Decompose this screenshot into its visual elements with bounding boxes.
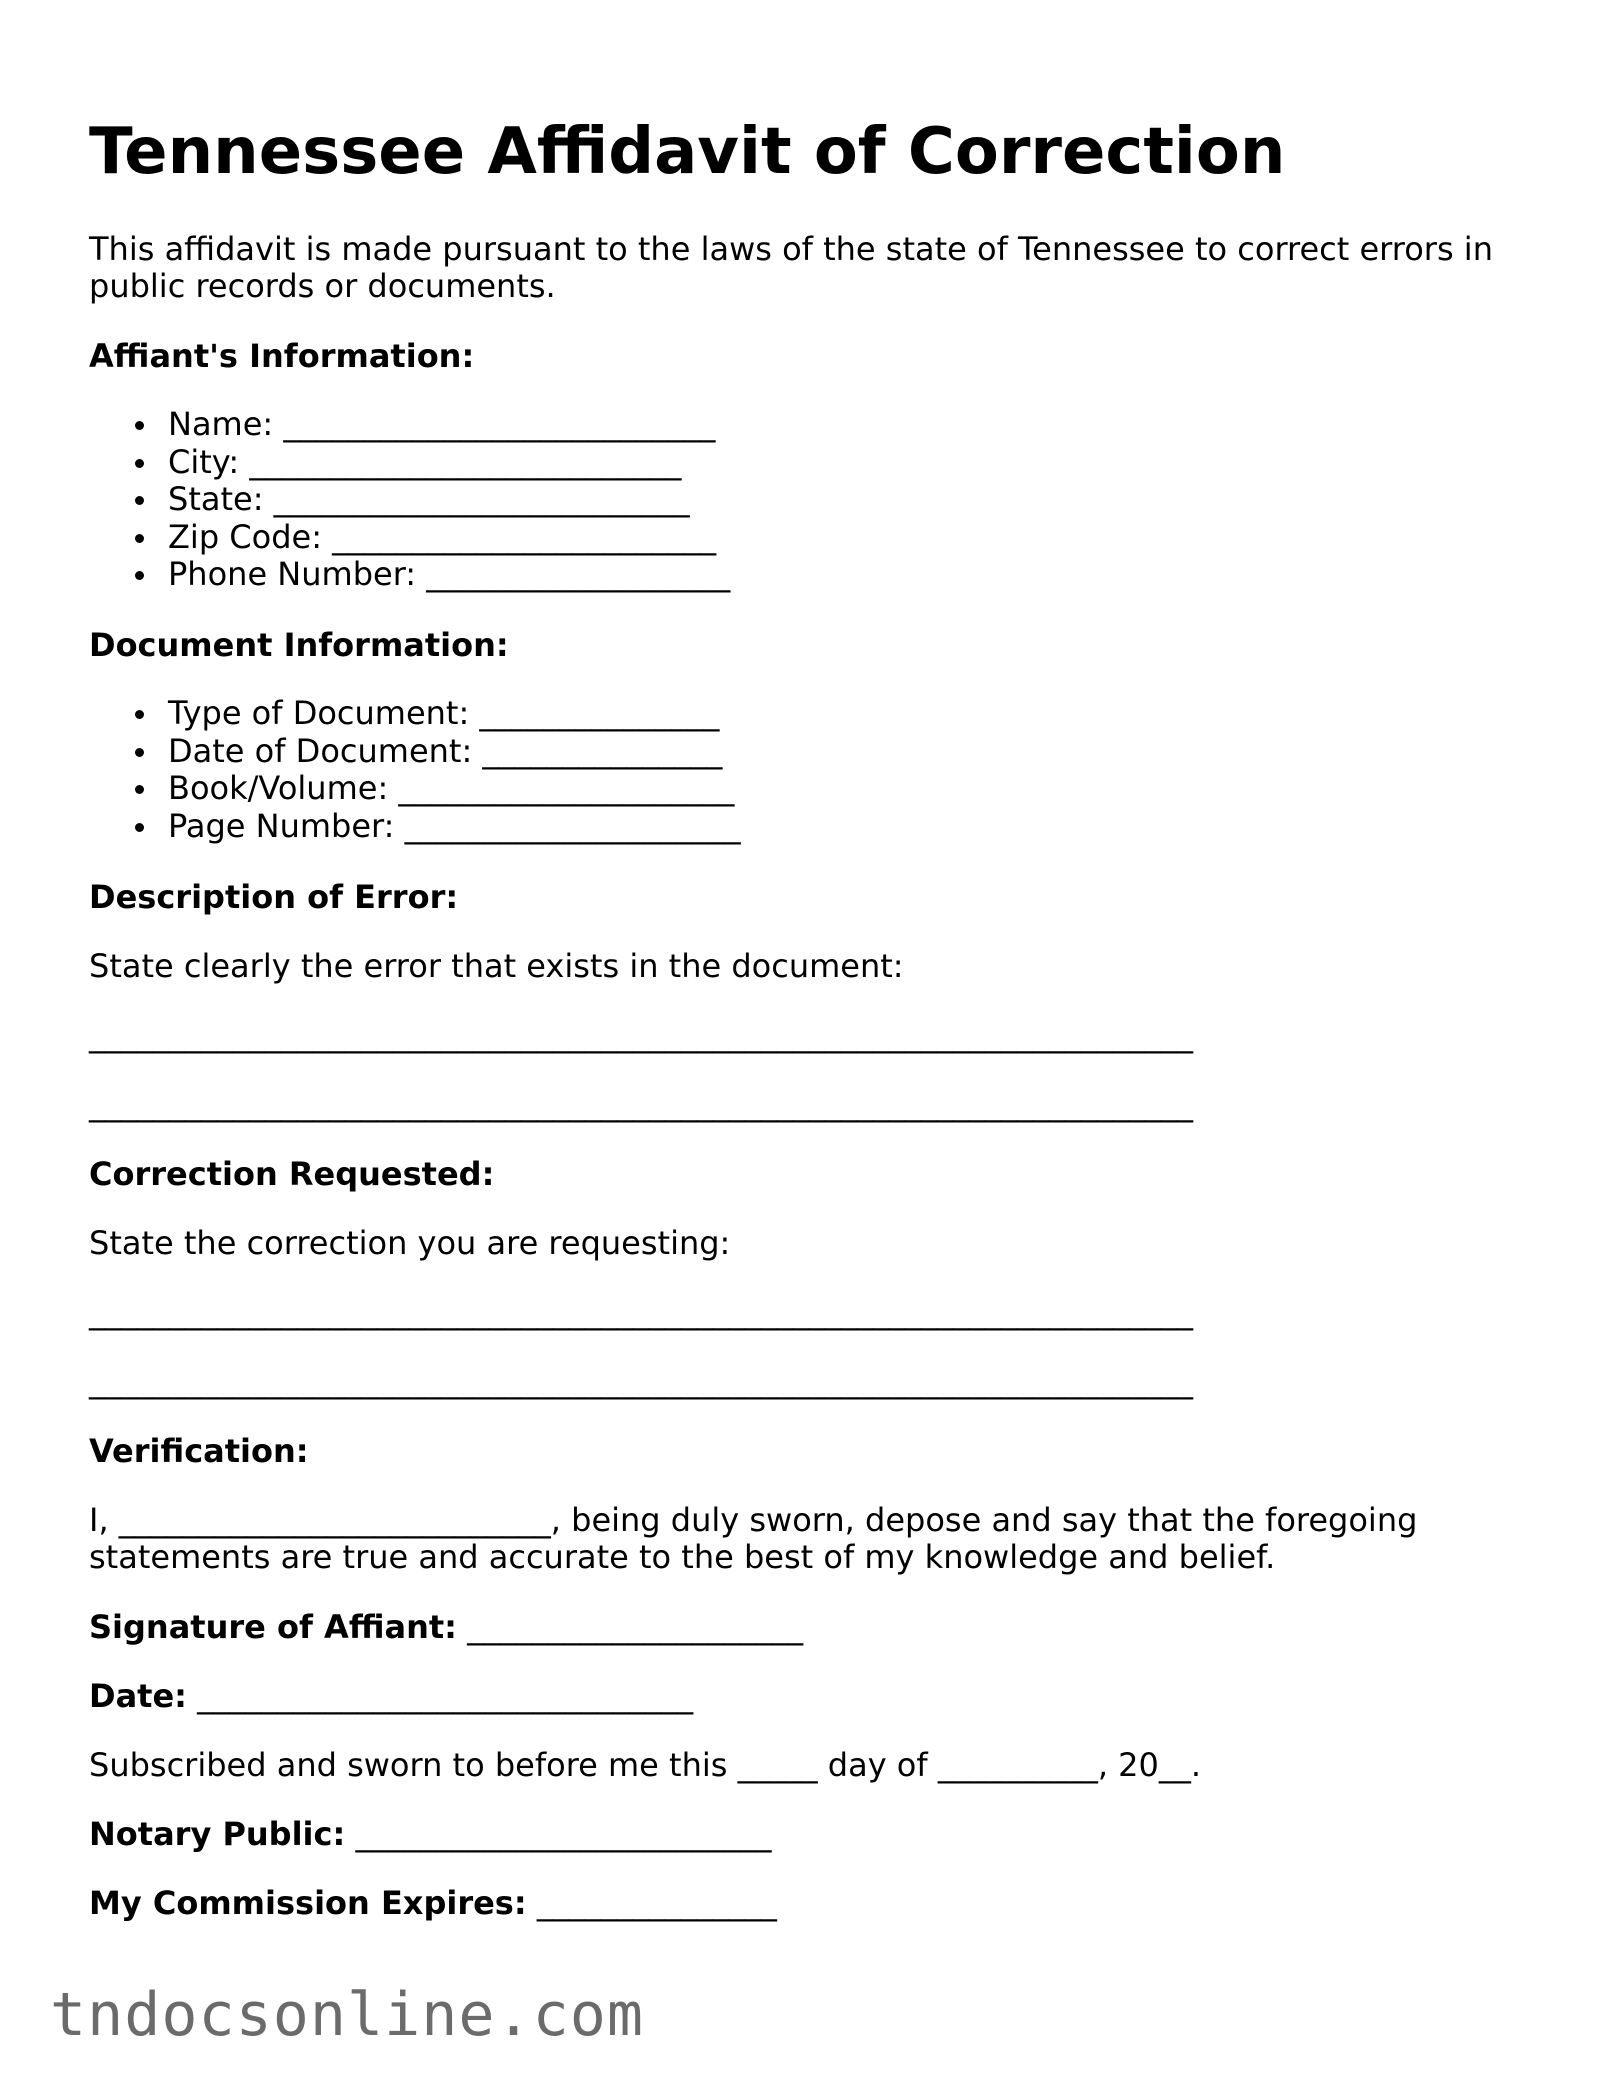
- page-title: Tennessee Affidavit of Correction: [89, 115, 1286, 189]
- correction-blank-line-2: _____________________________________________________________________: [89, 1362, 1193, 1400]
- affiant-heading: Affiant's Information:: [89, 337, 475, 375]
- list-item-doc-date: Date of Document: _______________: [89, 733, 741, 771]
- correction-heading: Correction Requested:: [89, 1155, 495, 1193]
- notary-blank: __________________________: [345, 1815, 772, 1853]
- commission-label: My Commission Expires:: [89, 1884, 527, 1922]
- error-blank-line-1: _____________________________________________________________________: [89, 1016, 1193, 1054]
- list-item-city: City: ___________________________: [89, 444, 730, 482]
- verification-line-1: I, ___________________________, being duly sworn, depose and say that the foregoing: [89, 1501, 1418, 1539]
- error-prompt: State clearly the error that exists in the document:: [89, 947, 904, 985]
- commission-line: [89, 1885, 777, 1923]
- list-item-page-number: Page Number: _____________________: [89, 808, 741, 846]
- affiant-list: [89, 406, 730, 594]
- date-line: [89, 1678, 693, 1716]
- signature-label: Signature of Affiant:: [89, 1608, 457, 1646]
- list-item-phone: Phone Number: ___________________: [89, 556, 730, 594]
- watermark-text: tndocsonline.com: [50, 1980, 644, 2050]
- intro-line-2: public records or documents.: [89, 267, 556, 305]
- verification-heading: Verification:: [89, 1432, 309, 1470]
- date-blank: _______________________________: [186, 1677, 694, 1715]
- correction-prompt: State the correction you are requesting:: [89, 1224, 731, 1262]
- notary-line: [89, 1816, 771, 1854]
- list-item-state: State: __________________________: [89, 481, 730, 519]
- document-heading: Document Information:: [89, 626, 509, 664]
- verification-line-2: statements are true and accurate to the best of my knowledge and belief.: [89, 1538, 1276, 1576]
- correction-blank-line-1: _____________________________________________________________________: [89, 1293, 1193, 1331]
- date-label: Date:: [89, 1677, 187, 1715]
- intro-line-1: This affidavit is made pursuant to the laws of the state of Tennessee to correct errors in: [89, 230, 1493, 268]
- list-item-name: Name: ___________________________: [89, 406, 730, 444]
- error-blank-line-2: _____________________________________________________________________: [89, 1085, 1193, 1123]
- list-item-book-volume: Book/Volume: _____________________: [89, 770, 741, 808]
- commission-blank: _______________: [526, 1884, 777, 1922]
- list-item-doc-type: Type of Document: _______________: [89, 695, 741, 733]
- notary-label: Notary Public:: [89, 1815, 346, 1853]
- signature-blank: _____________________: [456, 1608, 804, 1646]
- error-heading: Description of Error:: [89, 878, 459, 916]
- document-list: [89, 695, 741, 845]
- list-item-zip: Zip Code: ________________________: [89, 519, 730, 557]
- signature-line: [89, 1609, 803, 1647]
- subscribed-statement: Subscribed and sworn to before me this _____ day of __________, 20__.: [89, 1746, 1202, 1784]
